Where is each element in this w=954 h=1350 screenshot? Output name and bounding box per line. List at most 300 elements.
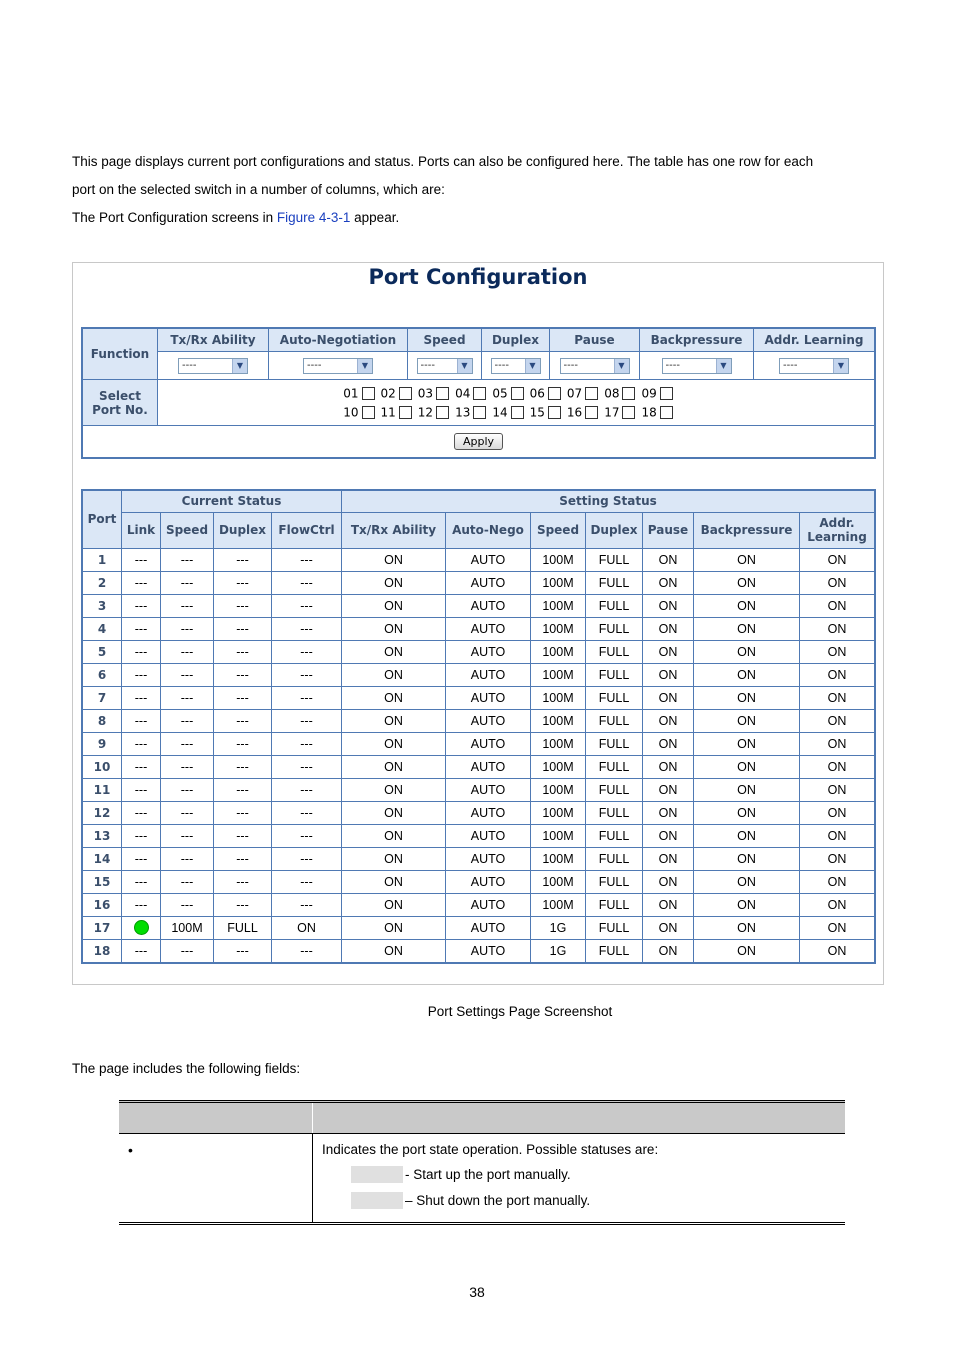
cell-addr: ON — [800, 847, 876, 870]
cell-sduplex: FULL — [586, 824, 643, 847]
cell-txrx: ON — [342, 548, 446, 571]
cell-addr: ON — [800, 548, 876, 571]
cell-pause: ON — [643, 755, 694, 778]
cell-pause: ON — [643, 824, 694, 847]
cell-auto: AUTO — [446, 732, 531, 755]
cell-sduplex: FULL — [586, 686, 643, 709]
port-label: 10 — [343, 405, 359, 419]
col-txrx: Tx/Rx Ability — [158, 328, 269, 352]
cell-sduplex: FULL — [586, 709, 643, 732]
cell-txrx: ON — [342, 778, 446, 801]
cell-sduplex: FULL — [586, 640, 643, 663]
cell-speed: --- — [161, 870, 214, 893]
port-number: 6 — [82, 663, 122, 686]
figure-caption: Port Settings Page Screenshot — [427, 1004, 613, 1019]
table-row — [82, 916, 875, 939]
cell-flow: --- — [272, 686, 342, 709]
cell-txrx: ON — [342, 870, 446, 893]
cell-txrx: ON — [342, 709, 446, 732]
cell-link: --- — [122, 663, 161, 686]
cell-back: ON — [694, 732, 800, 755]
cell-speed: --- — [161, 594, 214, 617]
cell-sspeed: 100M — [531, 548, 586, 571]
speed-select-value: ---- — [420, 360, 435, 371]
addr-learning-select-value: ---- — [783, 360, 798, 371]
intro-line-3-suffix: appear. — [350, 210, 400, 225]
cell-flow: --- — [272, 663, 342, 686]
port-label: 11 — [380, 405, 396, 419]
txrx-select[interactable] — [178, 358, 248, 374]
port-label: 09 — [641, 386, 657, 401]
fields-table-row — [119, 1133, 845, 1225]
cell-txrx: ON — [342, 571, 446, 594]
cell-pause: ON — [643, 732, 694, 755]
cell-sduplex: FULL — [586, 801, 643, 824]
cell-speed: --- — [161, 847, 214, 870]
cell-back: ON — [694, 617, 800, 640]
cell-sduplex: FULL — [586, 778, 643, 801]
cell-txrx: ON — [342, 594, 446, 617]
cell-speed: --- — [161, 801, 214, 824]
port-number: 3 — [82, 594, 122, 617]
hidden-value-box — [351, 1166, 403, 1183]
autoneg-select-value: ---- — [307, 360, 322, 371]
cell-auto: AUTO — [446, 686, 531, 709]
table-row — [82, 870, 875, 893]
cell-addr: ON — [800, 824, 876, 847]
cell-auto: AUTO — [446, 893, 531, 916]
cell-txrx: ON — [342, 732, 446, 755]
cell-auto: AUTO — [446, 916, 531, 939]
cell-back: ON — [694, 916, 800, 939]
port-checkbox-13[interactable] — [473, 406, 486, 419]
cell-addr: ON — [800, 916, 876, 939]
cell-speed: --- — [161, 732, 214, 755]
cell-speed: --- — [161, 755, 214, 778]
cell-pause: ON — [643, 640, 694, 663]
cell-back: ON — [694, 893, 800, 916]
cell-pause: ON — [643, 893, 694, 916]
port-label: 14 — [492, 405, 508, 419]
cell-link: --- — [122, 847, 161, 870]
port-checkbox-15[interactable] — [548, 406, 561, 419]
cell-link: --- — [122, 686, 161, 709]
port-label: 07 — [566, 386, 583, 401]
cell-sspeed: 100M — [531, 755, 586, 778]
cell-addr: ON — [800, 893, 876, 916]
port-number: 8 — [82, 709, 122, 732]
cell-auto: AUTO — [446, 801, 531, 824]
cell-back: ON — [694, 548, 800, 571]
col-addr-learning: Addr. Learning — [754, 328, 876, 352]
cell-addr: ON — [800, 594, 876, 617]
cell-sspeed: 100M — [531, 778, 586, 801]
duplex-select-value: ---- — [494, 360, 509, 371]
addr-learning-select[interactable] — [779, 358, 849, 374]
cell-speed: --- — [161, 824, 214, 847]
cell-txrx: ON — [342, 916, 446, 939]
cell-txrx: ON — [342, 617, 446, 640]
cell-auto: AUTO — [446, 594, 531, 617]
cell-auto: AUTO — [446, 617, 531, 640]
port-label: 18 — [641, 405, 657, 419]
cell-duplex: --- — [214, 709, 272, 732]
cell-txrx: ON — [342, 939, 446, 963]
cell-duplex: --- — [214, 732, 272, 755]
col-set-duplex: Duplex — [586, 512, 643, 548]
cell-duplex: --- — [214, 571, 272, 594]
cell-sduplex: FULL — [586, 893, 643, 916]
cell-back: ON — [694, 686, 800, 709]
port-checkbox-12[interactable] — [436, 406, 449, 419]
cell-duplex: --- — [214, 939, 272, 963]
apply-row — [82, 426, 875, 458]
cell-speed: --- — [161, 893, 214, 916]
port-configuration-screenshot — [72, 262, 884, 985]
cell-pause: ON — [643, 686, 694, 709]
cell-addr: ON — [800, 571, 876, 594]
cell-sspeed: 1G — [531, 916, 586, 939]
port-checkboxes — [158, 380, 876, 426]
cell-addr: ON — [800, 778, 876, 801]
hidden-value-box — [351, 1192, 403, 1209]
cell-back: ON — [694, 824, 800, 847]
cell-pause: ON — [643, 778, 694, 801]
port-label: 02 — [380, 386, 396, 401]
port-number: 15 — [82, 870, 122, 893]
current-status-header: Current Status — [122, 490, 342, 512]
cell-sspeed: 100M — [531, 893, 586, 916]
cell-txrx: ON — [342, 640, 446, 663]
port-checkbox-06[interactable] — [548, 387, 561, 400]
cell-sduplex: FULL — [586, 571, 643, 594]
cell-link: --- — [122, 778, 161, 801]
port-number: 10 — [82, 755, 122, 778]
cell-flow: --- — [272, 709, 342, 732]
cell-sspeed: 100M — [531, 571, 586, 594]
cell-sspeed: 100M — [531, 640, 586, 663]
cell-flow: --- — [272, 732, 342, 755]
backpressure-select-value: ---- — [665, 360, 680, 371]
port-number: 4 — [82, 617, 122, 640]
fields-table — [119, 1100, 845, 1225]
link-up-indicator-icon — [134, 920, 149, 935]
cell-back: ON — [694, 939, 800, 963]
cell-pause: ON — [643, 594, 694, 617]
cell-back: ON — [694, 778, 800, 801]
cell-sduplex: FULL — [586, 594, 643, 617]
cell-back: ON — [694, 847, 800, 870]
backpressure-select[interactable] — [662, 358, 732, 374]
chevron-down-icon: ▼ — [457, 359, 472, 373]
port-number: 16 — [82, 893, 122, 916]
cell-addr: ON — [800, 617, 876, 640]
pause-select[interactable] — [560, 358, 630, 374]
cell-txrx: ON — [342, 847, 446, 870]
port-checkbox-08[interactable] — [622, 387, 635, 400]
cell-addr: ON — [800, 755, 876, 778]
table-row — [82, 939, 875, 963]
cell-flow: --- — [272, 870, 342, 893]
cell-pause: ON — [643, 916, 694, 939]
intro-line-2: port on the selected switch in a number of columns, which are: — [72, 182, 445, 197]
cell-back: ON — [694, 571, 800, 594]
cell-speed: --- — [161, 548, 214, 571]
cell-duplex: --- — [214, 640, 272, 663]
col-set-autonego: Auto-Nego — [446, 512, 531, 548]
field-desc-disable: – Shut down the port manually. — [405, 1193, 591, 1208]
cell-link: --- — [122, 617, 161, 640]
port-label: 03 — [417, 386, 434, 401]
cell-addr: ON — [800, 732, 876, 755]
cell-auto: AUTO — [446, 870, 531, 893]
cell-addr: ON — [800, 663, 876, 686]
port-label: 01 — [343, 386, 359, 401]
col-current-speed: Speed — [161, 512, 214, 548]
cell-auto: AUTO — [446, 778, 531, 801]
cell-duplex: --- — [214, 870, 272, 893]
col-set-pause: Pause — [643, 512, 694, 548]
table-row — [82, 548, 875, 571]
cell-flow: --- — [272, 640, 342, 663]
cell-duplex: --- — [214, 778, 272, 801]
cell-speed: --- — [161, 939, 214, 963]
port-checkbox-04[interactable] — [473, 387, 486, 400]
port-checkbox-18[interactable] — [660, 406, 673, 419]
fields-table-header — [119, 1100, 845, 1133]
chevron-down-icon: ▼ — [232, 359, 247, 373]
cell-sspeed: 100M — [531, 847, 586, 870]
cell-back: ON — [694, 801, 800, 824]
table-row — [82, 824, 875, 847]
field-desc-enable: - Start up the port manually. — [405, 1167, 571, 1182]
port-checkbox-05[interactable] — [511, 387, 524, 400]
table-row — [82, 755, 875, 778]
cell-speed: --- — [161, 571, 214, 594]
intro-line-3 — [72, 208, 399, 228]
pause-select-value: ---- — [563, 360, 578, 371]
port-checkbox-09[interactable] — [660, 387, 673, 400]
config-table — [81, 327, 876, 459]
cell-addr: ON — [800, 870, 876, 893]
port-checkbox-02[interactable] — [399, 387, 412, 400]
cell-speed: --- — [161, 663, 214, 686]
col-pause: Pause — [550, 328, 640, 352]
port-number: 7 — [82, 686, 122, 709]
cell-txrx: ON — [342, 801, 446, 824]
port-number: 1 — [82, 548, 122, 571]
cell-speed: --- — [161, 617, 214, 640]
port-checkbox-11[interactable] — [399, 406, 412, 419]
col-speed: Speed — [408, 328, 482, 352]
cell-speed: --- — [161, 778, 214, 801]
chevron-down-icon: ▼ — [833, 359, 848, 373]
cell-auto: AUTO — [446, 755, 531, 778]
port-checkbox-03[interactable] — [436, 387, 449, 400]
cell-back: ON — [694, 663, 800, 686]
cell-sduplex: FULL — [586, 548, 643, 571]
cell-link: --- — [122, 571, 161, 594]
cell-link: --- — [122, 893, 161, 916]
cell-pause: ON — [643, 617, 694, 640]
table-row — [82, 640, 875, 663]
cell-duplex: --- — [214, 755, 272, 778]
cell-duplex: --- — [214, 847, 272, 870]
duplex-select[interactable] — [491, 358, 541, 374]
cell-sspeed: 100M — [531, 663, 586, 686]
port-label: 13 — [455, 405, 471, 419]
cell-duplex: --- — [214, 824, 272, 847]
cell-pause: ON — [643, 548, 694, 571]
page-number: 38 — [469, 1284, 485, 1300]
port-label: 08 — [604, 386, 620, 401]
cell-sduplex: FULL — [586, 663, 643, 686]
port-number: 14 — [82, 847, 122, 870]
port-label: 15 — [529, 405, 545, 419]
cell-flow: --- — [272, 801, 342, 824]
cell-pause: ON — [643, 939, 694, 963]
cell-link: --- — [122, 548, 161, 571]
col-flowctrl: FlowCtrl — [272, 512, 342, 548]
cell-back: ON — [694, 709, 800, 732]
cell-link: --- — [122, 801, 161, 824]
cell-link: --- — [122, 640, 161, 663]
link-cell — [122, 916, 161, 939]
cell-txrx: ON — [342, 755, 446, 778]
cell-flow: ON — [272, 916, 342, 939]
cell-addr: ON — [800, 709, 876, 732]
table-row — [82, 778, 875, 801]
cell-auto: AUTO — [446, 847, 531, 870]
cell-flow: --- — [272, 893, 342, 916]
cell-duplex: --- — [214, 548, 272, 571]
cell-link: --- — [122, 755, 161, 778]
cell-link: --- — [122, 709, 161, 732]
cell-speed: --- — [161, 640, 214, 663]
cell-back: ON — [694, 640, 800, 663]
cell-flow: --- — [272, 824, 342, 847]
port-checkbox-17[interactable] — [622, 406, 635, 419]
cell-addr: ON — [800, 939, 876, 963]
cell-flow: --- — [272, 594, 342, 617]
table-row — [82, 571, 875, 594]
port-number: 2 — [82, 571, 122, 594]
port-label: 17 — [604, 405, 620, 419]
cell-pause: ON — [643, 847, 694, 870]
cell-sspeed: 100M — [531, 686, 586, 709]
setting-status-header: Setting Status — [342, 490, 876, 512]
intro-line-3-text: The Port Configuration screens in — [72, 210, 277, 225]
port-label: 06 — [529, 386, 545, 401]
port-number: 17 — [82, 916, 122, 939]
cell-sduplex: FULL — [586, 870, 643, 893]
cell-link: --- — [122, 824, 161, 847]
cell-sspeed: 1G — [531, 939, 586, 963]
speed-select[interactable] — [417, 358, 473, 374]
chevron-down-icon: ▼ — [716, 359, 731, 373]
cell-flow: --- — [272, 939, 342, 963]
table-row — [82, 594, 875, 617]
cell-pause: ON — [643, 571, 694, 594]
cell-back: ON — [694, 870, 800, 893]
cell-sduplex: FULL — [586, 755, 643, 778]
autoneg-select[interactable] — [303, 358, 373, 374]
cell-pause: ON — [643, 870, 694, 893]
cell-sspeed: 100M — [531, 801, 586, 824]
col-set-backpressure: Backpressure — [694, 512, 800, 548]
cell-sspeed: 100M — [531, 709, 586, 732]
intro-line-1: This page displays current port configurations and status. Ports can also be configured here. The table has one row for each — [72, 154, 814, 169]
cell-flow: --- — [272, 571, 342, 594]
port-checkbox-16[interactable] — [585, 406, 598, 419]
cell-speed: --- — [161, 709, 214, 732]
cell-sspeed: 100M — [531, 870, 586, 893]
chevron-down-icon: ▼ — [357, 359, 372, 373]
col-set-addr-learning: Addr. Learning — [800, 512, 876, 548]
cell-auto: AUTO — [446, 548, 531, 571]
cell-duplex: --- — [214, 893, 272, 916]
col-autoneg: Auto-Negotiation — [269, 328, 408, 352]
cell-addr: ON — [800, 686, 876, 709]
figure-link[interactable]: Figure 4-3-1 — [276, 210, 351, 225]
cell-txrx: ON — [342, 824, 446, 847]
cell-flow: --- — [272, 847, 342, 870]
port-number: 9 — [82, 732, 122, 755]
port-number: 12 — [82, 801, 122, 824]
cell-link: --- — [122, 939, 161, 963]
table-row — [82, 893, 875, 916]
status-table — [81, 489, 876, 964]
cell-flow: --- — [272, 755, 342, 778]
port-checkbox-14[interactable] — [511, 406, 524, 419]
cell-back: ON — [694, 755, 800, 778]
cell-link: --- — [122, 594, 161, 617]
cell-flow: --- — [272, 778, 342, 801]
cell-duplex: --- — [214, 663, 272, 686]
table-row — [82, 709, 875, 732]
port-checkbox-01[interactable] — [362, 387, 375, 400]
cell-flow: --- — [272, 548, 342, 571]
col-backpressure: Backpressure — [640, 328, 754, 352]
cell-link: --- — [122, 870, 161, 893]
cell-sduplex: FULL — [586, 847, 643, 870]
screenshot-title: Port Configuration — [368, 265, 588, 289]
port-number: 5 — [82, 640, 122, 663]
port-checkbox-07[interactable] — [585, 387, 598, 400]
apply-button[interactable]: Apply — [454, 433, 503, 450]
cell-auto: AUTO — [446, 663, 531, 686]
col-set-speed: Speed — [531, 512, 586, 548]
table-row — [82, 686, 875, 709]
port-label: 16 — [566, 405, 583, 419]
chevron-down-icon: ▼ — [525, 359, 540, 373]
cell-auto: AUTO — [446, 640, 531, 663]
cell-addr: ON — [800, 801, 876, 824]
cell-sspeed: 100M — [531, 732, 586, 755]
select-port-label: Select Port No. — [82, 380, 158, 426]
cell-duplex: --- — [214, 617, 272, 640]
cell-auto: AUTO — [446, 571, 531, 594]
cell-sspeed: 100M — [531, 824, 586, 847]
cell-flow: --- — [272, 617, 342, 640]
cell-sduplex: FULL — [586, 617, 643, 640]
col-duplex: Duplex — [482, 328, 550, 352]
port-checkbox-10[interactable] — [362, 406, 375, 419]
port-header: Port — [82, 490, 122, 548]
cell-txrx: ON — [342, 686, 446, 709]
cell-sduplex: FULL — [586, 939, 643, 963]
col-set-txrx: Tx/Rx Ability — [342, 512, 446, 548]
